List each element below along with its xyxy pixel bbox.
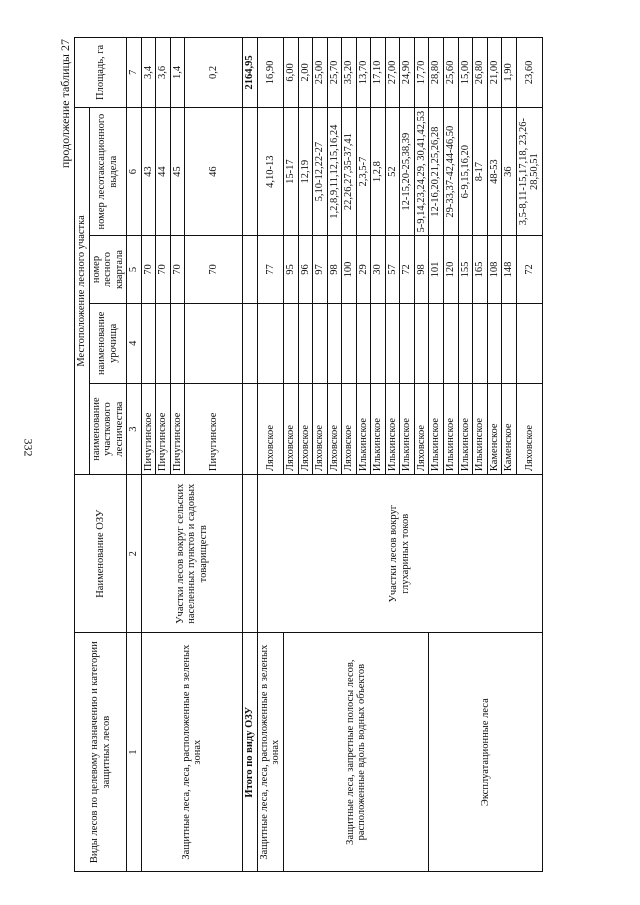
table-row [429, 38, 444, 872]
plot-numbers: 5-9,14,23,24,29, 30,41,42,53 [414, 107, 429, 236]
empty-cell [243, 475, 258, 633]
tract-name [342, 303, 357, 383]
quarter-number: 70 [170, 236, 185, 303]
column-number: 5 [127, 236, 142, 303]
quarter-number: 72 [516, 236, 542, 303]
forestry-name: Ляховское [516, 383, 542, 474]
plot-numbers: 4,10-13 [257, 107, 283, 236]
quarter-number: 97 [313, 236, 328, 303]
header-forest-type: Виды лесов по целевому назначению и категории защитных лесов [75, 633, 127, 872]
forest-table [74, 37, 543, 872]
plot-numbers: 46 [185, 107, 243, 236]
quarter-number: 148 [502, 236, 517, 303]
forestry-name: Илькинское [371, 383, 386, 474]
forestry-name: Илькинское [473, 383, 488, 474]
header-row [75, 38, 90, 872]
tract-name [257, 303, 283, 383]
forestry-name: Ляховское [257, 383, 283, 474]
column-number-row [127, 38, 142, 872]
area-value: 16,90 [257, 38, 283, 108]
area-value: 24,90 [400, 38, 415, 108]
table-row [257, 38, 283, 872]
quarter-number: 77 [257, 236, 283, 303]
area-value: 3,6 [156, 38, 171, 108]
plot-numbers: 12-15,20-25,38,39 [400, 107, 415, 236]
forest-category: Защитные леса, запретные полосы лесов, расположенные вдоль водных объектов [284, 633, 429, 872]
area-value: 35,20 [342, 38, 357, 108]
total-area: 2164,95 [243, 38, 258, 108]
forestry-name: Ляховское [327, 383, 342, 474]
quarter-number: 98 [414, 236, 429, 303]
quarter-number: 29 [356, 236, 371, 303]
plot-numbers: 2,3,5-7 [356, 107, 371, 236]
tract-name [487, 303, 502, 383]
tract-name [444, 303, 459, 383]
plot-numbers: 12-16,20,21,25,26,28 [429, 107, 444, 236]
tract-name [385, 303, 400, 383]
quarter-number: 120 [444, 236, 459, 303]
forestry-name: Пичугинское [141, 383, 156, 474]
table-row [141, 38, 156, 872]
total-label: Итого по виду ОЗУ [243, 633, 258, 872]
plot-numbers: 44 [156, 107, 171, 236]
area-value: 23,60 [516, 38, 542, 108]
plot-numbers: 12,19 [298, 107, 313, 236]
forestry-name: Пичугинское [170, 383, 185, 474]
area-value: 25,70 [327, 38, 342, 108]
plot-numbers: 1,2,8 [371, 107, 386, 236]
tract-name [170, 303, 185, 383]
area-value: 1,4 [170, 38, 185, 108]
forest-category: Эксплуатационные леса [429, 633, 542, 872]
tract-name [473, 303, 488, 383]
column-number: 2 [127, 475, 142, 633]
ozu-name: Участки лесов вокруг глухариных токов [257, 475, 542, 633]
table-row [284, 38, 299, 872]
plot-numbers: 15-17 [284, 107, 299, 236]
plot-numbers: 43 [141, 107, 156, 236]
header-col4: наименование урочища [89, 303, 127, 383]
header-area: Площадь, га [75, 38, 127, 108]
plot-numbers: 36 [502, 107, 517, 236]
column-number: 1 [127, 633, 142, 872]
area-value: 13,70 [356, 38, 371, 108]
rotated-page [58, 37, 618, 872]
forestry-name: Ляховское [414, 383, 429, 474]
total-row [243, 38, 258, 872]
quarter-number: 98 [327, 236, 342, 303]
header-col6: номер лесотаксационного выдела [89, 107, 127, 236]
quarter-number: 165 [473, 236, 488, 303]
tract-name [141, 303, 156, 383]
tract-name [414, 303, 429, 383]
tract-name [284, 303, 299, 383]
header-location: Местоположение лесного участка [75, 107, 90, 474]
header-col5: номер лесного квартала [89, 236, 127, 303]
area-value: 0,2 [185, 38, 243, 108]
empty-cell [243, 236, 258, 303]
quarter-number: 95 [284, 236, 299, 303]
area-value: 15,00 [458, 38, 473, 108]
quarter-number: 108 [487, 236, 502, 303]
plot-numbers: 3,5-8,11-15,17,18, 23,26-28,50,51 [516, 107, 542, 236]
header-ozu-name: Наименование ОЗУ [75, 475, 127, 633]
forestry-name: Илькинское [444, 383, 459, 474]
tract-name [313, 303, 328, 383]
empty-cell [243, 107, 258, 236]
tract-name [356, 303, 371, 383]
area-value: 25,00 [313, 38, 328, 108]
forestry-name: Ляховское [313, 383, 328, 474]
column-number: 4 [127, 303, 142, 383]
forestry-name: Илькинское [385, 383, 400, 474]
area-value: 26,80 [473, 38, 488, 108]
quarter-number: 155 [458, 236, 473, 303]
header-col3: наименование участкового лесничества [89, 383, 127, 474]
plot-numbers: 1,2,8,9,11,12,15,16,24 [327, 107, 342, 236]
column-number: 3 [127, 383, 142, 474]
quarter-number: 100 [342, 236, 357, 303]
quarter-number: 101 [429, 236, 444, 303]
area-value: 25,60 [444, 38, 459, 108]
tract-name [502, 303, 517, 383]
quarter-number: 70 [156, 236, 171, 303]
plot-numbers: 45 [170, 107, 185, 236]
table-caption: продолжение таблицы 27 [58, 39, 72, 169]
empty-cell [243, 303, 258, 383]
area-value: 21,00 [487, 38, 502, 108]
tract-name [458, 303, 473, 383]
quarter-number: 70 [185, 236, 243, 303]
forestry-name: Илькинское [400, 383, 415, 474]
forestry-name: Ляховское [284, 383, 299, 474]
area-value: 3,4 [141, 38, 156, 108]
plot-numbers: 8-17 [473, 107, 488, 236]
plot-numbers: 5,10-12,22-27 [313, 107, 328, 236]
forest-category: Защитные леса, леса, расположенные в зеленых зонах [257, 633, 283, 872]
forestry-name: Каменское [487, 383, 502, 474]
area-value: 1,90 [502, 38, 517, 108]
tract-name [371, 303, 386, 383]
tract-name [327, 303, 342, 383]
quarter-number: 72 [400, 236, 415, 303]
area-value: 2,00 [298, 38, 313, 108]
plot-numbers: 52 [385, 107, 400, 236]
quarter-number: 30 [371, 236, 386, 303]
tract-name [400, 303, 415, 383]
forestry-name: Пичугинское [185, 383, 243, 474]
tract-name [185, 303, 243, 383]
forestry-name: Пичугинское [156, 383, 171, 474]
plot-numbers: 22,26,27,35-37,41 [342, 107, 357, 236]
tract-name [298, 303, 313, 383]
forestry-name: Ляховское [298, 383, 313, 474]
area-value: 27,00 [385, 38, 400, 108]
forestry-name: Каменское [502, 383, 517, 474]
area-value: 6,00 [284, 38, 299, 108]
tract-name [156, 303, 171, 383]
tract-name [429, 303, 444, 383]
page-number: 332 [21, 438, 36, 457]
plot-numbers: 6-9,15,16,20 [458, 107, 473, 236]
forestry-name: Ляховское [342, 383, 357, 474]
quarter-number: 70 [141, 236, 156, 303]
forest-category: Защитные леса, леса, расположенные в зеленых зонах [141, 633, 243, 872]
column-number: 6 [127, 107, 142, 236]
forestry-name: Илькинское [429, 383, 444, 474]
quarter-number: 57 [385, 236, 400, 303]
area-value: 17,70 [414, 38, 429, 108]
ozu-name: Участки лесов вокруг сельских населенных пунктов и садовых товариществ [141, 475, 243, 633]
plot-numbers: 29-33,37-42,44-46,50 [444, 107, 459, 236]
area-value: 17,10 [371, 38, 386, 108]
area-value: 28,80 [429, 38, 444, 108]
tract-name [516, 303, 542, 383]
forestry-name: Илькинское [356, 383, 371, 474]
forestry-name: Илькинское [458, 383, 473, 474]
quarter-number: 96 [298, 236, 313, 303]
empty-cell [243, 383, 258, 474]
column-number: 7 [127, 38, 142, 108]
plot-numbers: 48-53 [487, 107, 502, 236]
